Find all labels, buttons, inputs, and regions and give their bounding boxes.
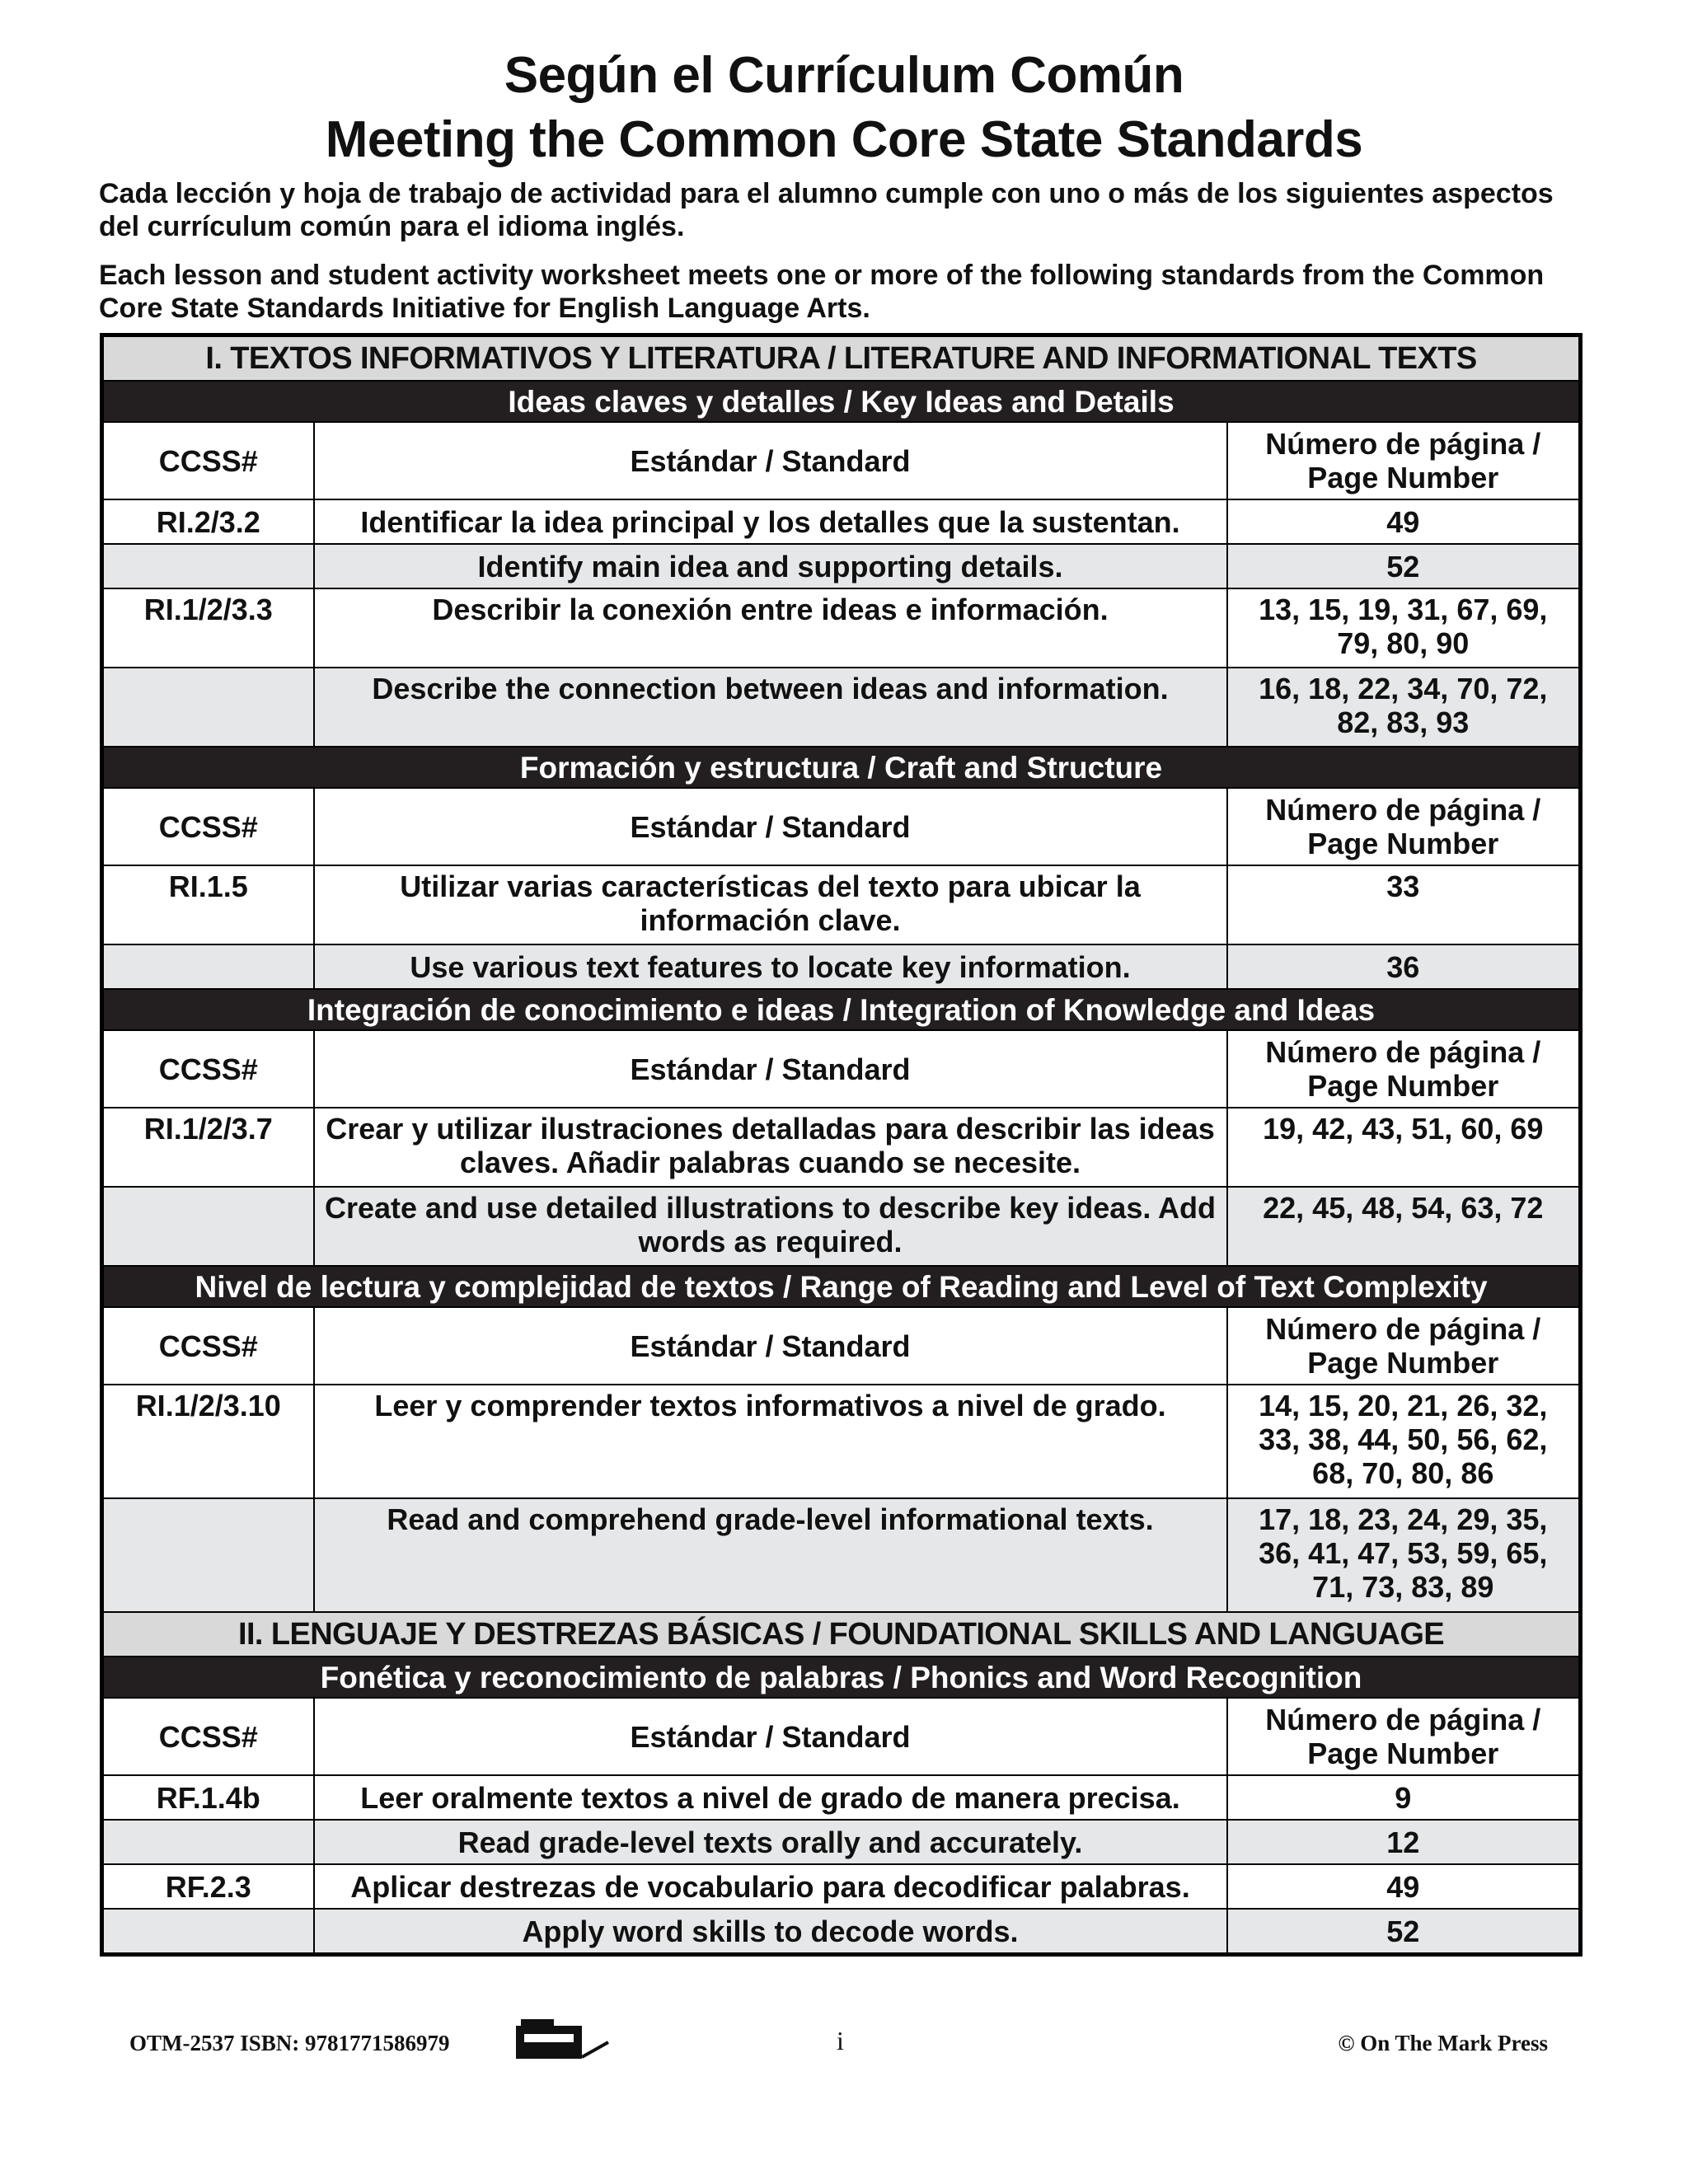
cell-standard: Utilizar varias características del texto para ubicar la información clave.	[314, 865, 1227, 944]
section-title: I. TEXTOS INFORMATIVOS Y LITERATURA / LITERATURE AND INFORMATIONAL TEXTS	[102, 335, 1581, 382]
col-header-standard: Estándar / Standard	[314, 1307, 1227, 1385]
group-header-row	[102, 747, 1581, 788]
group-title: Integración de conocimiento e ideas / Integration of Knowledge and Ideas	[102, 989, 1581, 1030]
col-header-ccss: CCSS#	[102, 422, 314, 499]
group-header-row	[102, 1266, 1581, 1307]
cell-standard: Create and use detailed illustrations to describe key ideas. Add words as required.	[314, 1187, 1227, 1266]
group-header-row	[102, 1657, 1581, 1698]
col-header-ccss: CCSS#	[102, 788, 314, 865]
cell-standard: Read grade-level texts orally and accurately.	[314, 1820, 1227, 1864]
cell-pages: 36	[1227, 944, 1581, 989]
cell-pages: 33	[1227, 865, 1581, 944]
table-row	[102, 1909, 1581, 1955]
section-header-row	[102, 335, 1581, 382]
col-header-standard: Estándar / Standard	[314, 1698, 1227, 1775]
table-row	[102, 1385, 1581, 1498]
col-header-page: Número de página / Page Number	[1227, 1307, 1581, 1385]
page-title-spanish: Según el Currículum Común	[504, 47, 1184, 104]
cell-standard: Aplicar destrezas de vocabulario para decodificar palabras.	[314, 1864, 1227, 1909]
cell-standard: Read and comprehend grade-level informational texts.	[314, 1498, 1227, 1612]
table-row	[102, 1108, 1581, 1187]
col-header-ccss: CCSS#	[102, 1030, 314, 1108]
cell-standard: Identify main idea and supporting details.	[314, 544, 1227, 588]
cell-pages: 22, 45, 48, 54, 63, 72	[1227, 1187, 1581, 1266]
cell-standard: Leer y comprender textos informativos a nivel de grado.	[314, 1385, 1227, 1498]
cell-ccss	[102, 1187, 314, 1266]
table-row	[102, 1864, 1581, 1909]
cell-pages: 52	[1227, 1909, 1581, 1955]
table-row	[102, 865, 1581, 944]
footer-copyright: © On The Mark Press	[1338, 2031, 1548, 2055]
footer-isbn: OTM-2537 ISBN: 9781771586979	[129, 2031, 450, 2055]
col-header-page: Número de página / Page Number	[1227, 1030, 1581, 1108]
cell-ccss	[102, 1909, 314, 1955]
cell-ccss: RI.1.5	[102, 865, 314, 944]
table-row	[102, 1187, 1581, 1266]
cell-pages: 17, 18, 23, 24, 29, 35, 36, 41, 47, 53, 59, 65, 71, 73, 83, 89	[1227, 1498, 1581, 1612]
cell-standard: Apply word skills to decode words.	[314, 1909, 1227, 1955]
column-header-row	[102, 1698, 1581, 1775]
cell-pages: 9	[1227, 1775, 1581, 1820]
intro-english: Each lesson and student activity worksheet meets one or more of the following standards from the Common Core State Standards Initiative for English Language Arts.	[99, 260, 1545, 324]
cell-ccss	[102, 1820, 314, 1864]
column-header-row	[102, 788, 1581, 865]
cell-standard: Describir la conexión entre ideas e información.	[314, 588, 1227, 668]
section-title: II. LENGUAJE Y DESTREZAS BÁSICAS / FOUNDATIONAL SKILLS AND LANGUAGE	[102, 1612, 1581, 1657]
table-row	[102, 544, 1581, 588]
page-number: i	[837, 2026, 844, 2055]
col-header-standard: Estándar / Standard	[314, 788, 1227, 865]
col-header-page: Número de página / Page Number	[1227, 788, 1581, 865]
cell-ccss: RI.2/3.2	[102, 499, 314, 544]
table-row	[102, 499, 1581, 544]
table-row	[102, 1775, 1581, 1820]
col-header-page: Número de página / Page Number	[1227, 422, 1581, 499]
cell-standard: Describe the connection between ideas and information.	[314, 668, 1227, 747]
table-row	[102, 1498, 1581, 1612]
col-header-ccss: CCSS#	[102, 1698, 314, 1775]
col-header-page: Número de página / Page Number	[1227, 1698, 1581, 1775]
cell-ccss: RI.1/2/3.3	[102, 588, 314, 668]
cell-pages: 16, 18, 22, 34, 70, 72, 82, 83, 93	[1227, 668, 1581, 747]
cell-standard: Identificar la idea principal y los detalles que la sustentan.	[314, 499, 1227, 544]
col-header-ccss: CCSS#	[102, 1307, 314, 1385]
table-row	[102, 1820, 1581, 1864]
group-title: Fonética y reconocimiento de palabras / Phonics and Word Recognition	[102, 1657, 1581, 1698]
table-row	[102, 944, 1581, 989]
cell-pages: 52	[1227, 544, 1581, 588]
cell-ccss: RF.2.3	[102, 1864, 314, 1909]
cell-ccss: RI.1/2/3.10	[102, 1385, 314, 1498]
cell-pages: 49	[1227, 499, 1581, 544]
column-header-row	[102, 1030, 1581, 1108]
group-header-row	[102, 381, 1581, 422]
group-title: Ideas claves y detalles / Key Ideas and Details	[102, 381, 1581, 422]
cell-ccss: RF.1.4b	[102, 1775, 314, 1820]
cell-standard: Crear y utilizar ilustraciones detalladas para describir las ideas claves. Añadir palabras cuando se necesite.	[314, 1108, 1227, 1187]
group-title: Formación y estructura / Craft and Structure	[102, 747, 1581, 788]
cell-pages: 12	[1227, 1820, 1581, 1864]
col-header-standard: Estándar / Standard	[314, 422, 1227, 499]
cell-standard: Use various text features to locate key information.	[314, 944, 1227, 989]
cell-ccss: RI.1/2/3.7	[102, 1108, 314, 1187]
cell-standard: Leer oralmente textos a nivel de grado de manera precisa.	[314, 1775, 1227, 1820]
cell-pages: 19, 42, 43, 51, 60, 69	[1227, 1108, 1581, 1187]
section-header-row	[102, 1612, 1581, 1657]
col-header-standard: Estándar / Standard	[314, 1030, 1227, 1108]
standards-table	[100, 333, 1582, 1957]
column-header-row	[102, 1307, 1581, 1385]
column-header-row	[102, 422, 1581, 499]
table-row	[102, 668, 1581, 747]
cell-ccss	[102, 668, 314, 747]
group-header-row	[102, 989, 1581, 1030]
cell-ccss	[102, 1498, 314, 1612]
press-logo-icon	[513, 2014, 612, 2064]
table-row	[102, 588, 1581, 668]
group-title: Nivel de lectura y complejidad de textos / Range of Reading and Level of Text Complexity	[102, 1266, 1581, 1307]
page-title-english: Meeting the Common Core State Standards	[325, 111, 1363, 168]
cell-pages: 49	[1227, 1864, 1581, 1909]
cell-ccss	[102, 544, 314, 588]
cell-pages: 13, 15, 19, 31, 67, 69, 79, 80, 90	[1227, 588, 1581, 668]
cell-pages: 14, 15, 20, 21, 26, 32, 33, 38, 44, 50, 56, 62, 68, 70, 80, 86	[1227, 1385, 1581, 1498]
cell-ccss	[102, 944, 314, 989]
intro-spanish: Cada lección y hoja de trabajo de actividad para el alumno cumple con uno o más de los siguientes aspectos del currículum común para el idioma inglés.	[99, 178, 1554, 242]
